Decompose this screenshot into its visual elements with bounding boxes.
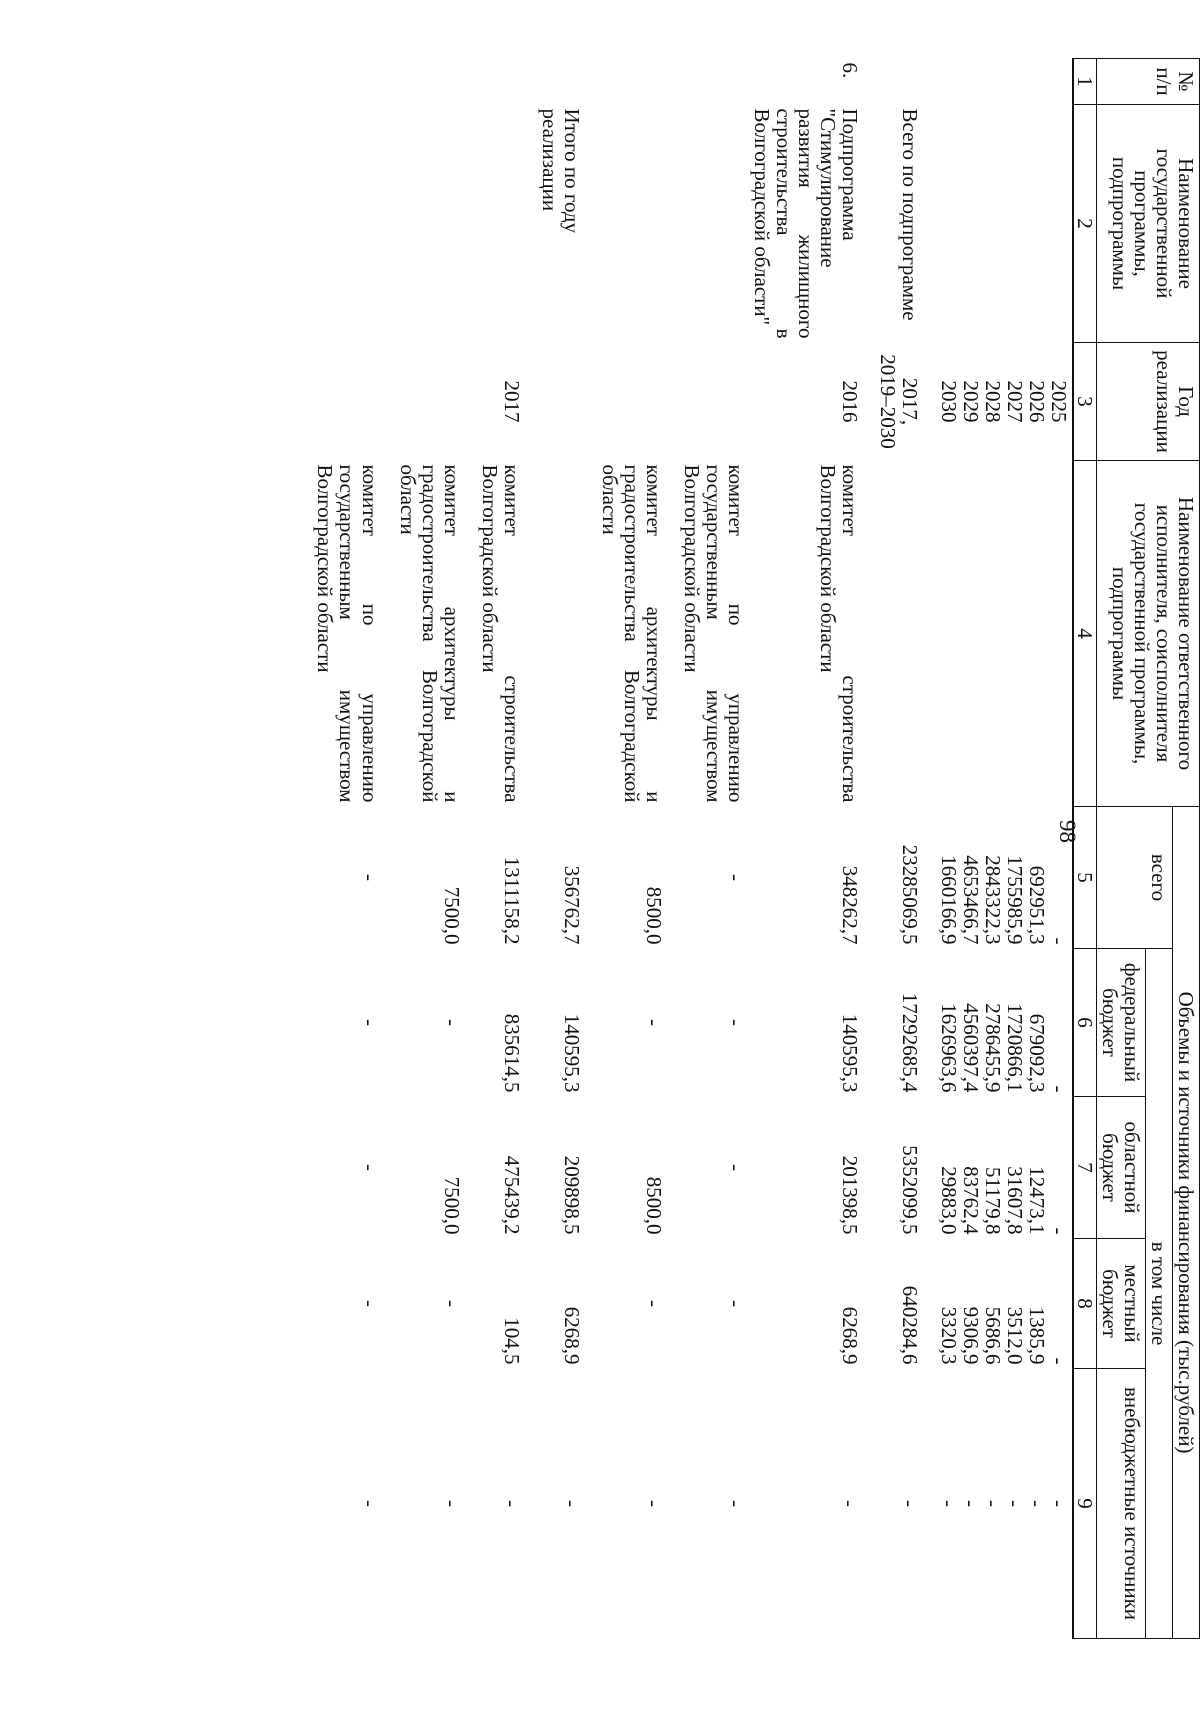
table-row: [875, 59, 923, 1639]
col-index: 1: [1073, 59, 1097, 105]
executor-cell: комитет по управлению государственным имуществом Волгоградской области: [680, 464, 749, 803]
year-cell: 2017, 2019–2030: [876, 354, 923, 449]
local-cell: -: [724, 1300, 749, 1307]
total-cell: -: [357, 874, 382, 881]
regional-cell: 5352099,5: [898, 1145, 923, 1235]
federal-cell: 835614,5: [499, 1013, 524, 1093]
regional-cell: 7500,0: [439, 1176, 464, 1235]
subprogram-name: Подпрограмма "Стимулирование развития жилищного строительства в Волгоградской области": [750, 108, 863, 339]
col-federal-header: федеральный бюджет: [1096, 949, 1145, 1097]
local-cell: -: [439, 1300, 464, 1307]
row-label: Всего по подпрограмме: [898, 108, 923, 321]
col-index: 6: [1073, 949, 1097, 1097]
total-cell: 7500,0: [439, 886, 464, 945]
total-cell: -: [724, 874, 749, 881]
executor-cell: комитет строительства Волгоградской области: [816, 464, 863, 803]
col-index: 8: [1073, 1239, 1097, 1369]
extrabudget-cell: - - - - - -: [936, 1500, 1071, 1508]
table-row: [477, 59, 525, 1639]
extrabudget-cell: -: [724, 1500, 749, 1508]
total-cell: 356762,7: [559, 865, 584, 945]
table-header: [1073, 59, 1200, 1639]
table-row: [537, 59, 585, 1639]
year-cell: 2016: [838, 380, 863, 423]
extrabudget-cell: -: [357, 1500, 382, 1508]
executor-cell: комитет архитектуры и градостроительства Волгоградской области: [597, 464, 667, 803]
col-executor-header: Наименование ответственного исполнителя, соисполнителя государственной программы, подпрограммы: [1096, 461, 1199, 807]
col-extrabudget-header: внебюджетные источники: [1096, 1369, 1145, 1639]
col-index: 3: [1073, 343, 1097, 461]
row-label: Итого по году реализации: [537, 108, 584, 234]
executor-cell: комитет по управлению государственным имуществом Волгоградской области: [313, 464, 382, 803]
regional-cell: -: [724, 1164, 749, 1171]
regional-cell: 209898,5: [559, 1155, 584, 1235]
local-cell: - 1385,9 3512,0 5686,6 9306,9 3320,3: [936, 1306, 1071, 1365]
federal-cell: 17292685,4: [898, 992, 923, 1093]
col-index: 4: [1073, 461, 1097, 807]
col-index: 7: [1073, 1097, 1097, 1239]
federal-cell: -: [439, 1019, 464, 1026]
local-cell: 640284,6: [898, 1285, 923, 1365]
total-cell: 8500,0: [642, 886, 667, 945]
total-cell: 348262,7: [838, 865, 863, 945]
total-cell: - 692951,3 1755985,9 2843322,3 4653466,7 1660166,9: [936, 855, 1071, 945]
page-number: 98: [1055, 820, 1080, 843]
federal-cell: -: [724, 1019, 749, 1026]
total-cell: 23285069,5: [898, 844, 923, 945]
row-number: 6.: [838, 62, 863, 79]
years-cell: 2025 2026 2027 2028 2029 2030: [936, 380, 1071, 423]
extrabudget-cell: -: [439, 1500, 464, 1508]
federal-cell: -: [642, 1019, 667, 1026]
col-index: 2: [1073, 105, 1097, 343]
col-index: 5: [1073, 807, 1097, 949]
table-row: [749, 59, 863, 1639]
regional-cell: 201398,5: [838, 1155, 863, 1235]
local-cell: -: [357, 1300, 382, 1307]
table-row: [679, 59, 749, 1639]
extrabudget-cell: -: [499, 1500, 524, 1508]
federal-cell: 140595,3: [838, 1013, 863, 1093]
table-row: [935, 59, 1072, 1639]
regional-cell: - 12473,1 31607,8 51179,8 83762,4 29883,0: [936, 1166, 1071, 1235]
year-cell: 2017: [499, 380, 524, 423]
table-row: [395, 59, 465, 1639]
executor-cell: комитет архитектуры и градостроительства Волгоградской области: [395, 464, 464, 803]
executor-cell: комитет строительства Волгоградской области: [477, 464, 524, 803]
financing-group-header: Объемы и источники финансирования (тыс.рублей): [1172, 807, 1199, 1639]
federal-cell: 140595,3: [559, 1013, 584, 1093]
col-local-header: местный бюджет: [1096, 1239, 1145, 1369]
total-cell: 1311158,2: [499, 856, 524, 945]
federal-cell: -: [357, 1019, 382, 1026]
local-cell: 104,5: [499, 1317, 524, 1365]
extrabudget-cell: -: [838, 1500, 863, 1508]
col-index: 9: [1073, 1369, 1097, 1639]
regional-cell: 475439,2: [499, 1155, 524, 1235]
extrabudget-cell: -: [898, 1500, 923, 1508]
local-cell: 6268,9: [559, 1306, 584, 1365]
extrabudget-cell: -: [642, 1500, 667, 1508]
col-num-header: № п/п: [1096, 59, 1199, 105]
col-total-header: всего: [1096, 807, 1172, 949]
regional-cell: 8500,0: [642, 1176, 667, 1235]
federal-cell: - 679092,3 1720866,1 2786455,9 4560397,4 1626963,6: [936, 1003, 1071, 1093]
local-cell: 6268,9: [838, 1306, 863, 1365]
col-regional-header: областной бюджет: [1096, 1097, 1145, 1239]
regional-cell: -: [357, 1164, 382, 1171]
incl-header: в том числе: [1145, 949, 1172, 1639]
col-year-header: Год реализации: [1096, 343, 1199, 461]
table-row: [312, 59, 382, 1639]
financing-table: [312, 58, 1200, 1639]
local-cell: -: [642, 1300, 667, 1307]
rotated-page: [140, 38, 1200, 1658]
table-row: [597, 59, 667, 1639]
col-program-header: Наименование государственной программы, подпрограммы: [1096, 105, 1199, 343]
extrabudget-cell: -: [559, 1500, 584, 1508]
